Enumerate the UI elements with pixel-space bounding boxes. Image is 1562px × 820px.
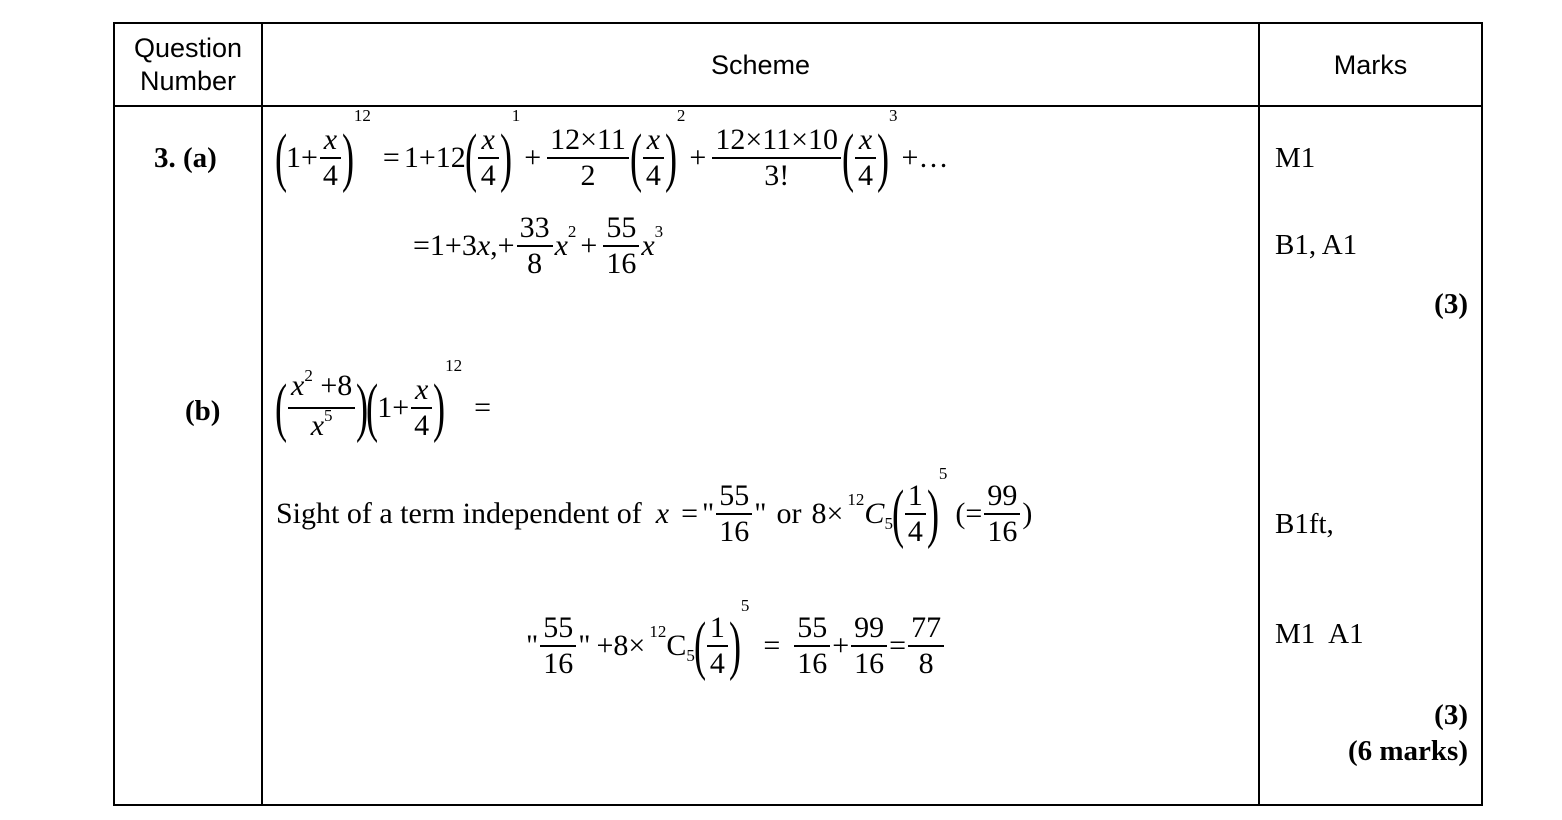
column-divider-1: [261, 22, 263, 806]
part-b-mark-2: M1 A1: [1275, 618, 1364, 650]
part-b-sight-line: Sight of a term independent of x = " $\frac{55}{16}$ " or 8× 12 C 5 ( $\frac{1}{4}$ ) 5 (= $\frac{99}{16}$ ): [276, 464, 1033, 550]
header-marks: Marks: [1333, 50, 1408, 80]
header-question-number: [115, 32, 261, 98]
question-total: (6 marks): [1347, 735, 1468, 767]
header-scheme: Scheme: [710, 50, 811, 80]
sight-text: Sight of a term independent of: [276, 497, 642, 530]
header-divider: [113, 105, 1483, 107]
column-divider-2: [1258, 22, 1260, 806]
part-a-expansion: ( 1+ $\frac{x}{4}$ ) 12 = 1+12 ( $\frac{x}{4}$ ) 1 + $\frac{12\times 11}{2}$ ( $\frac{x}{4}$ ) 2 + $\frac{12\times 11\times 10}{3!}$ ( $\frac{x}{4}$ ) 3 +…: [274, 106, 949, 194]
part-a-mark-2: B1, A1: [1275, 229, 1358, 261]
header-question-line2: Number: [139, 66, 237, 96]
part-b-final-sum: " $\frac{55}{16}$ " +8× 12 C 5 ( $\frac{1}{4}$ ) 5 = $\frac{55}{16}$ + $\frac{99}{16}$ = $\frac{77}{8}$: [526, 602, 946, 690]
part-a-mark-1: M1: [1275, 142, 1316, 174]
part-b-subtotal: (3): [1434, 699, 1468, 731]
part-b-product: ( $\frac{x^2 +8}{x^5}$ ) ( 1+ $\frac{x}{4}$ ) 12 =: [274, 356, 492, 444]
part-b-label: (b): [185, 395, 221, 427]
part-a-label: 3. (a): [154, 142, 217, 174]
part-b-mark-1: B1ft,: [1275, 508, 1334, 540]
header-question-line1: Question: [133, 33, 243, 63]
part-a-result: =1+3 x ,+ $\frac{33}{8}$ x 2 + $\frac{55}{16}$ x 3: [413, 211, 664, 280]
part-a-subtotal: (3): [1434, 288, 1468, 320]
